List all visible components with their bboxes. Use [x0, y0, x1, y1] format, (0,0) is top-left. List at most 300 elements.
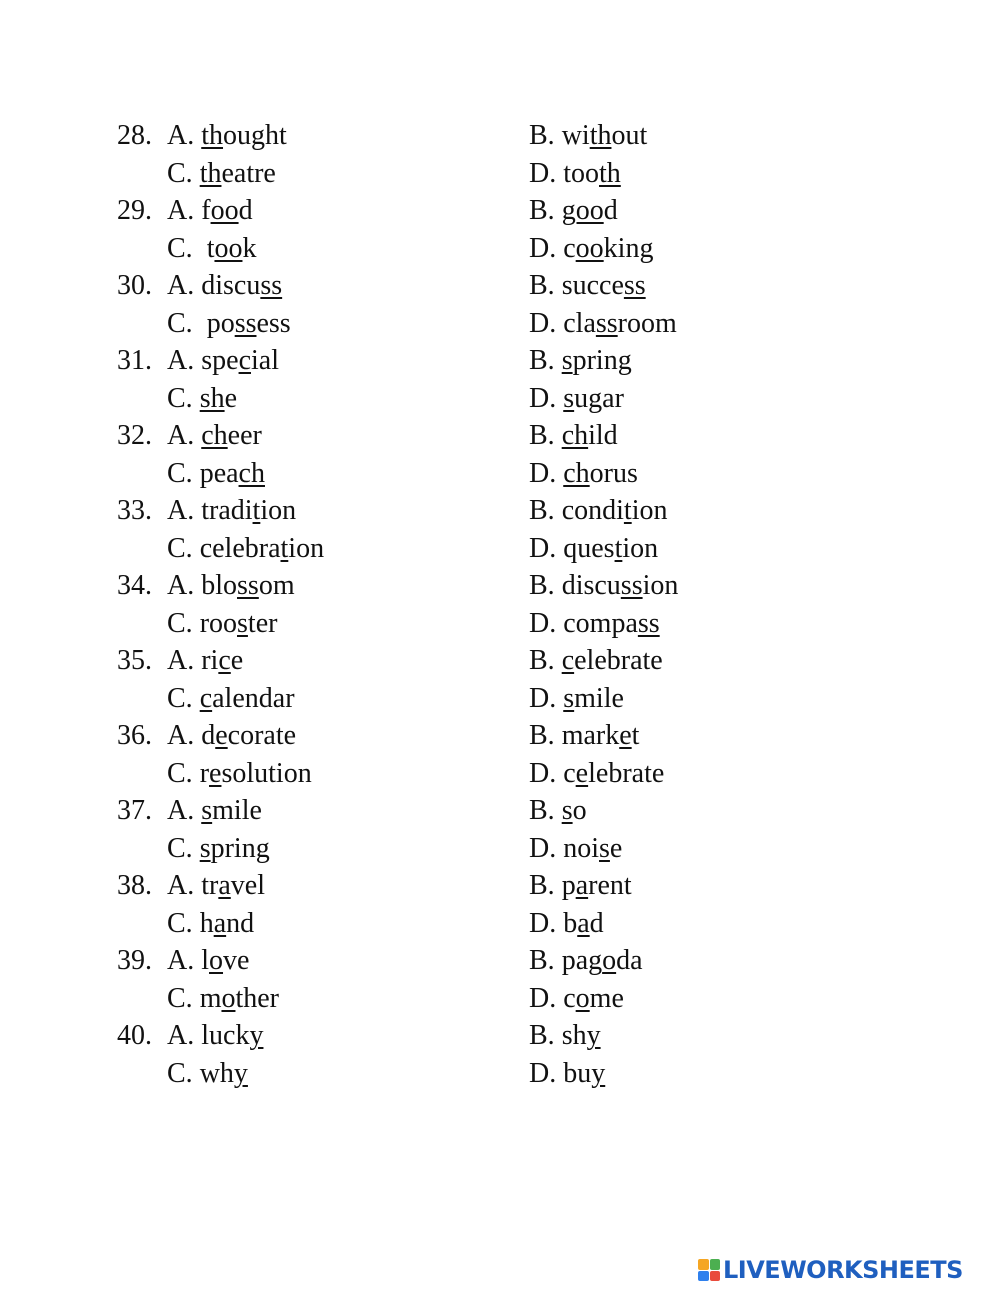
- word-part-underlined: goo: [561, 195, 604, 226]
- option-word: [563, 533, 658, 564]
- option-label: C.: [167, 982, 193, 1014]
- word-part-before: h: [199, 907, 214, 939]
- option-label: D.: [529, 982, 557, 1014]
- answer-option: [167, 267, 282, 305]
- answer-option: [167, 530, 324, 568]
- word-part-after: ild: [588, 420, 618, 451]
- option-label: B.: [529, 1020, 555, 1051]
- word-part-after: d: [589, 907, 604, 939]
- question-number: 30.: [117, 270, 152, 301]
- option-label: C.: [167, 457, 193, 489]
- question-list: [0, 117, 1000, 1092]
- word-part-underlined: oo: [214, 232, 243, 264]
- word-part-underlined: a: [577, 907, 590, 939]
- answer-option: [167, 117, 287, 155]
- option-word: [201, 720, 296, 751]
- word-part-after: nd: [226, 907, 255, 939]
- answer-option: [529, 492, 667, 530]
- word-part-after: k: [242, 232, 257, 264]
- word-part-before: compa: [563, 607, 638, 639]
- option-word: [201, 270, 282, 301]
- option-label: B.: [529, 570, 555, 601]
- word-part-after: orus: [589, 457, 638, 489]
- question-line: [0, 117, 1000, 155]
- answer-option: [529, 305, 677, 343]
- option-label: A.: [167, 1020, 195, 1051]
- answer-option: [529, 1055, 605, 1093]
- word-part-underlined: y: [586, 1020, 601, 1051]
- word-part-after: mile: [212, 795, 262, 826]
- word-part-after: solution: [221, 757, 312, 789]
- option-word: [200, 683, 295, 714]
- word-part-underlined: th: [599, 157, 621, 189]
- word-part-underlined: ch: [563, 457, 590, 489]
- word-part-underlined: ch: [561, 420, 589, 451]
- option-word: [563, 233, 653, 264]
- answer-option: [529, 980, 624, 1018]
- option-word: [201, 1020, 263, 1051]
- word-part-underlined: c: [199, 682, 213, 714]
- word-part-after: mile: [574, 682, 624, 714]
- question-line: [0, 567, 1000, 605]
- word-part-after: ve: [223, 945, 250, 976]
- answer-option: [529, 380, 624, 418]
- option-word: [563, 1058, 605, 1089]
- question-line: [0, 1017, 1000, 1055]
- question-number: 35.: [117, 645, 152, 676]
- answer-option: [167, 605, 277, 643]
- option-word: [563, 908, 603, 939]
- word-part-underlined: ss: [595, 307, 618, 339]
- question-number: 40.: [117, 1020, 152, 1051]
- word-part-underlined: o: [221, 982, 236, 1014]
- option-label: A.: [167, 495, 195, 526]
- word-part-before: tr: [201, 870, 219, 901]
- word-part-underlined: oo: [210, 195, 239, 226]
- question-number: 39.: [117, 945, 152, 976]
- option-label: A.: [167, 195, 195, 226]
- question-line: [0, 680, 1000, 718]
- word-part-underlined: th: [589, 120, 612, 151]
- option-label: D.: [529, 457, 557, 489]
- answer-option: [167, 342, 279, 380]
- word-part-underlined: c: [218, 645, 231, 676]
- word-part-underlined: e: [209, 757, 222, 789]
- word-part-after: ther: [235, 982, 279, 1014]
- word-part-before: spe: [201, 345, 239, 376]
- word-part-after: ter: [247, 607, 278, 639]
- question-number: 32.: [117, 420, 152, 451]
- word-part-before: c: [563, 232, 576, 264]
- option-word: [200, 833, 270, 864]
- question-line: [0, 230, 1000, 268]
- option-word: [562, 120, 648, 151]
- answer-option: [529, 530, 658, 568]
- option-word: [562, 645, 663, 676]
- word-part-before: f: [201, 195, 211, 226]
- question-line: [0, 492, 1000, 530]
- word-part-underlined: ss: [637, 607, 660, 639]
- option-word: [200, 533, 324, 564]
- word-part-underlined: s: [199, 832, 211, 864]
- word-part-before: sh: [561, 1020, 587, 1051]
- word-part-after: ugar: [574, 382, 624, 414]
- answer-option: [167, 155, 276, 193]
- option-label: B.: [529, 270, 555, 301]
- word-part-before: pea: [199, 457, 239, 489]
- option-label: A.: [167, 570, 195, 601]
- word-part-underlined: s: [237, 607, 248, 639]
- question-number: 36.: [117, 720, 152, 751]
- word-part-before: l: [201, 945, 210, 976]
- option-word: [201, 645, 243, 676]
- word-part-after: e: [230, 645, 244, 676]
- word-part-underlined: th: [201, 120, 224, 151]
- word-part-after: ought: [223, 120, 287, 151]
- option-label: A.: [167, 945, 195, 976]
- word-part-after: da: [616, 945, 643, 976]
- option-word: [201, 195, 252, 226]
- word-part-underlined: y: [249, 1020, 264, 1051]
- word-part-before: condi: [561, 495, 624, 526]
- word-part-before: po: [199, 307, 235, 339]
- word-part-underlined: t: [280, 532, 289, 564]
- option-word: [562, 270, 646, 301]
- word-part-after: o: [572, 795, 587, 826]
- option-label: A.: [167, 120, 195, 151]
- word-part-after: vel: [230, 870, 265, 901]
- word-part-underlined: ch: [201, 420, 228, 451]
- word-part-underlined: s: [563, 682, 575, 714]
- word-part-after: room: [617, 307, 677, 339]
- option-label: C.: [167, 682, 193, 714]
- option-label: B.: [529, 945, 555, 976]
- word-part-after: d: [238, 195, 253, 226]
- word-part-after: me: [589, 982, 624, 1014]
- option-label: C.: [167, 907, 193, 939]
- word-part-after: pring: [210, 832, 270, 864]
- word-part-before: ques: [563, 532, 615, 564]
- answer-option: [167, 230, 256, 268]
- word-part-after: corate: [227, 720, 297, 751]
- answer-option: [529, 155, 621, 193]
- answer-option: [529, 792, 587, 830]
- option-label: D.: [529, 607, 557, 639]
- word-part-underlined: t: [623, 495, 632, 526]
- word-part-after: ion: [288, 532, 325, 564]
- word-part-before: t: [199, 232, 215, 264]
- option-word: [200, 908, 254, 939]
- question-line: [0, 755, 1000, 793]
- option-label: D.: [529, 757, 557, 789]
- word-part-underlined: a: [218, 870, 231, 901]
- word-part-after: ion: [622, 532, 659, 564]
- option-word: [200, 758, 312, 789]
- option-label: D.: [529, 232, 557, 264]
- word-part-before: blo: [201, 570, 238, 601]
- option-label: A.: [167, 270, 195, 301]
- option-label: B.: [529, 420, 555, 451]
- question-number: 38.: [117, 870, 152, 901]
- word-part-after: om: [258, 570, 295, 601]
- word-part-underlined: ss: [237, 570, 259, 601]
- option-label: A.: [167, 345, 195, 376]
- word-part-before: wh: [199, 1057, 234, 1089]
- question-number: 29.: [117, 195, 152, 226]
- word-part-before: succe: [561, 270, 624, 301]
- word-part-after: alendar: [212, 682, 295, 714]
- option-word: [562, 195, 618, 226]
- word-part-underlined: s: [561, 345, 573, 376]
- word-part-underlined: s: [599, 832, 610, 864]
- option-label: D.: [529, 532, 557, 564]
- word-part-before: tradi: [201, 495, 253, 526]
- option-label: C.: [167, 157, 193, 189]
- option-word: [562, 870, 632, 901]
- option-label: A.: [167, 720, 195, 751]
- answer-option: [529, 867, 632, 905]
- answer-option: [167, 492, 296, 530]
- question-line: [0, 642, 1000, 680]
- answer-option: [529, 417, 618, 455]
- option-word: [200, 983, 279, 1014]
- word-part-underlined: e: [619, 720, 632, 751]
- word-part-after: ion: [631, 495, 668, 526]
- question-line: [0, 905, 1000, 943]
- word-part-before: wi: [561, 120, 590, 151]
- option-word: [201, 495, 296, 526]
- answer-option: [167, 680, 295, 718]
- answer-option: [167, 417, 262, 455]
- question-line: [0, 380, 1000, 418]
- liveworksheets-watermark: [698, 1255, 963, 1285]
- word-part-underlined: s: [561, 795, 573, 826]
- word-part-before: m: [199, 982, 222, 1014]
- option-word: [201, 945, 249, 976]
- answer-option: [529, 230, 653, 268]
- option-word: [200, 608, 278, 639]
- word-part-before: celebra: [199, 532, 281, 564]
- question-number: 33.: [117, 495, 152, 526]
- option-word: [201, 120, 287, 151]
- option-label: C.: [167, 757, 193, 789]
- answer-option: [167, 980, 279, 1018]
- question-line: [0, 155, 1000, 193]
- answer-option: [167, 192, 253, 230]
- word-part-before: mark: [561, 720, 620, 751]
- option-word: [200, 458, 265, 489]
- option-label: B.: [529, 345, 555, 376]
- answer-option: [529, 342, 632, 380]
- word-part-underlined: ss: [620, 570, 643, 601]
- option-word: [562, 570, 679, 601]
- option-word: [562, 345, 632, 376]
- option-label: C.: [167, 832, 193, 864]
- option-label: B.: [529, 195, 555, 226]
- question-line: [0, 305, 1000, 343]
- option-word: [563, 683, 624, 714]
- word-part-after: ial: [251, 345, 279, 376]
- word-part-before: luck: [201, 1020, 250, 1051]
- option-label: B.: [529, 795, 555, 826]
- option-word: [562, 795, 587, 826]
- option-word: [563, 383, 624, 414]
- answer-option: [167, 905, 254, 943]
- answer-option: [167, 455, 265, 493]
- word-part-after: d: [603, 195, 618, 226]
- option-label: A.: [167, 795, 195, 826]
- option-label: D.: [529, 907, 557, 939]
- option-word: [562, 495, 668, 526]
- word-part-before: bu: [563, 1057, 592, 1089]
- option-label: D.: [529, 1057, 557, 1089]
- answer-option: [529, 680, 624, 718]
- question-number: 28.: [117, 120, 152, 151]
- word-part-after: lebrate: [588, 757, 665, 789]
- answer-option: [529, 192, 618, 230]
- answer-option: [529, 117, 647, 155]
- word-part-underlined: a: [213, 907, 227, 939]
- word-part-before: c: [563, 757, 576, 789]
- option-label: C.: [167, 382, 193, 414]
- word-part-before: cla: [563, 307, 596, 339]
- word-part-before: r: [199, 757, 210, 789]
- word-part-underlined: sh: [199, 382, 225, 414]
- word-part-after: eer: [227, 420, 262, 451]
- option-label: D.: [529, 307, 557, 339]
- word-part-after: pring: [572, 345, 632, 376]
- word-part-after: out: [611, 120, 648, 151]
- option-word: [563, 308, 677, 339]
- word-part-before: discu: [201, 270, 261, 301]
- option-word: [563, 833, 622, 864]
- option-word: [200, 233, 257, 264]
- word-part-before: c: [563, 982, 576, 1014]
- option-label: C.: [167, 532, 193, 564]
- question-line: [0, 455, 1000, 493]
- question-line: [0, 867, 1000, 905]
- answer-option: [529, 455, 638, 493]
- answer-option: [167, 830, 270, 868]
- option-label: D.: [529, 832, 557, 864]
- option-label: B.: [529, 495, 555, 526]
- word-part-underlined: ch: [238, 457, 265, 489]
- option-word: [200, 1058, 248, 1089]
- option-label: A.: [167, 645, 195, 676]
- answer-option: [167, 867, 265, 905]
- word-part-underlined: th: [199, 157, 222, 189]
- word-part-before: ri: [201, 645, 219, 676]
- question-number: 37.: [117, 795, 152, 826]
- word-part-after: ess: [256, 307, 291, 339]
- word-part-underlined: e: [215, 720, 228, 751]
- word-part-after: e: [609, 832, 623, 864]
- word-part-after: rent: [588, 870, 632, 901]
- word-part-after: elebrate: [574, 645, 663, 676]
- option-word: [563, 458, 638, 489]
- answer-option: [167, 567, 295, 605]
- word-part-underlined: ss: [234, 307, 257, 339]
- option-word: [563, 758, 664, 789]
- option-word: [562, 720, 640, 751]
- question-line: [0, 792, 1000, 830]
- answer-option: [167, 642, 243, 680]
- answer-option: [529, 567, 678, 605]
- word-part-underlined: t: [614, 532, 623, 564]
- option-word: [201, 570, 294, 601]
- question-line: [0, 605, 1000, 643]
- answer-option: [167, 717, 296, 755]
- question-line: [0, 980, 1000, 1018]
- word-part-after: king: [603, 232, 654, 264]
- word-part-underlined: e: [575, 757, 589, 789]
- word-part-after: ion: [642, 570, 679, 601]
- word-part-underlined: c: [561, 645, 575, 676]
- option-label: C.: [167, 232, 193, 264]
- answer-option: [529, 605, 660, 643]
- word-part-before: b: [563, 907, 578, 939]
- word-part-underlined: y: [591, 1057, 606, 1089]
- question-line: [0, 267, 1000, 305]
- option-label: D.: [529, 157, 557, 189]
- option-word: [200, 158, 276, 189]
- option-label: D.: [529, 382, 557, 414]
- option-label: D.: [529, 682, 557, 714]
- word-part-underlined: y: [233, 1057, 248, 1089]
- word-part-underlined: ss: [260, 270, 283, 301]
- word-part-after: t: [631, 720, 640, 751]
- question-line: [0, 717, 1000, 755]
- word-part-before: p: [561, 870, 576, 901]
- question-line: [0, 830, 1000, 868]
- question-line: [0, 192, 1000, 230]
- word-part-underlined: s: [563, 382, 575, 414]
- option-word: [201, 870, 265, 901]
- option-label: B.: [529, 720, 555, 751]
- answer-option: [529, 755, 664, 793]
- word-part-underlined: s: [201, 795, 213, 826]
- option-word: [562, 420, 618, 451]
- word-part-underlined: o: [209, 945, 224, 976]
- word-part-before: d: [201, 720, 216, 751]
- option-word: [200, 383, 237, 414]
- word-part-underlined: o: [575, 982, 590, 1014]
- option-word: [201, 420, 262, 451]
- word-part-underlined: o: [602, 945, 617, 976]
- option-label: B.: [529, 645, 555, 676]
- option-label: B.: [529, 870, 555, 901]
- answer-option: [529, 905, 604, 943]
- liveworksheets-logo-icon: [698, 1259, 720, 1281]
- option-label: C.: [167, 607, 193, 639]
- option-word: [201, 795, 262, 826]
- answer-option: [529, 267, 646, 305]
- answer-option: [529, 717, 639, 755]
- option-word: [562, 945, 643, 976]
- answer-option: [529, 830, 622, 868]
- option-word: [200, 308, 291, 339]
- answer-option: [529, 642, 663, 680]
- option-label: C.: [167, 307, 193, 339]
- answer-option: [167, 1055, 248, 1093]
- word-part-after: ion: [260, 495, 297, 526]
- option-label: B.: [529, 120, 555, 151]
- answer-option: [529, 942, 643, 980]
- option-word: [563, 983, 624, 1014]
- answer-option: [167, 380, 237, 418]
- answer-option: [167, 755, 312, 793]
- question-line: [0, 530, 1000, 568]
